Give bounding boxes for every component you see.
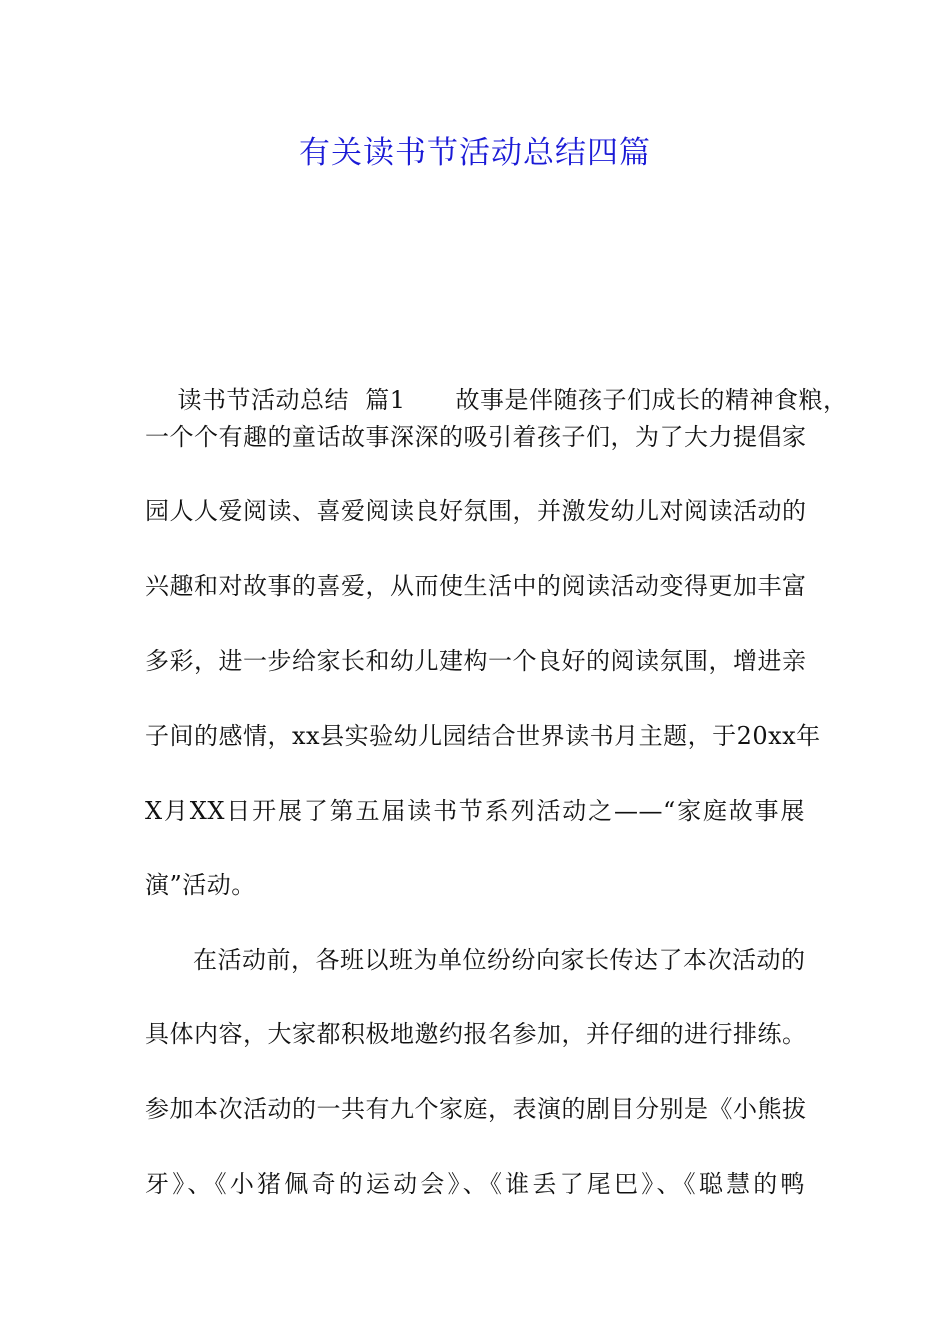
text-line: 具体内容，大家都积极地邀约报名参加，并仔细的进行排练。 [145, 1020, 807, 1048]
text-line: 子间的感情，xx县实验幼儿园结合世界读书月主题，于20xx年 [145, 722, 821, 750]
text-line: 牙》、《小猪佩奇的运动会》、《谁丢了尾巴》、《聪慧的鸭 [145, 1170, 805, 1198]
text-line: 参加本次活动的一共有九个家庭，表演的剧目分别是《小熊拔 [145, 1095, 807, 1123]
text-line: 演”活动。 [145, 871, 256, 899]
text-line: 园人人爱阅读、喜爱阅读良好氛围，并激发幼儿对阅读活动的 [145, 497, 807, 525]
text-line: 在活动前，各班以班为单位纷纷向家长传达了本次活动的 [193, 946, 806, 974]
section-heading: 读书节活动总结 篇1 [177, 386, 406, 414]
text-line: 一个个有趣的童话故事深深的吸引着孩子们，为了大力提倡家 [145, 423, 807, 451]
text-line: X月XX日开展了第五届读书节系列活动之——“家庭故事展 [145, 797, 805, 825]
document-title: 有关读书节活动总结四篇 [299, 135, 651, 171]
text-line: 兴趣和对故事的喜爱，从而使生活中的阅读活动变得更加丰富 [145, 572, 807, 600]
text-line: 多彩，进一步给家长和幼儿建构一个良好的阅读氛围，增进亲 [145, 647, 807, 675]
text-line: 故事是伴随孩子们成长的精神食粮， [455, 386, 848, 414]
